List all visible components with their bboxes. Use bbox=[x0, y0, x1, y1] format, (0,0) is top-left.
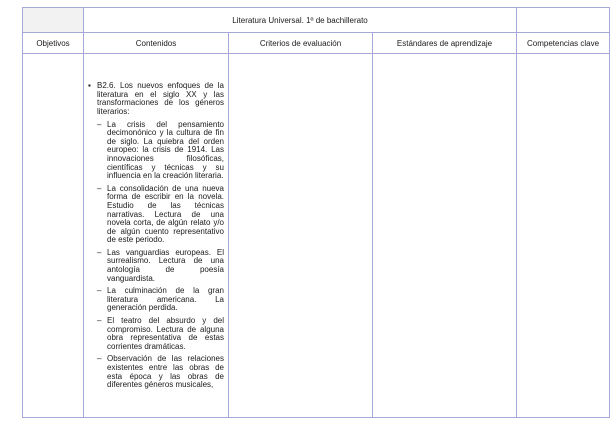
header-objetivos: Objetivos bbox=[23, 33, 84, 54]
table-title: Literatura Universal. 1º de bachillerato bbox=[84, 8, 517, 33]
dash-bullet-icon: – bbox=[97, 183, 102, 193]
header-criterios: Criterios de evaluación bbox=[229, 33, 373, 54]
title-spacer-cell bbox=[23, 8, 84, 33]
header-competencias: Competencias clave bbox=[517, 33, 610, 54]
square-bullet-icon: ▪ bbox=[88, 81, 91, 91]
competencias-cell bbox=[517, 54, 610, 418]
dash-bullet-icon: – bbox=[97, 247, 102, 257]
list-item: – La crisis del pensamiento decimonónico y la cultura de fin de siglo. La quiebra del orden europeo: la crisis de 1914. Las innovaciones filosóficas, científicas y técnicas y su influencia en la creación literaria. bbox=[97, 119, 224, 181]
dash-bullet-icon: – bbox=[97, 354, 102, 364]
title-right-cell bbox=[517, 8, 610, 33]
list-item: – Observación de las relaciones existentes entre las obras de esta época y las obras de diferentes géneros musicales, bbox=[97, 354, 224, 390]
header-row bbox=[23, 33, 610, 54]
body-row bbox=[23, 54, 610, 418]
header-contenidos: Contenidos bbox=[84, 33, 229, 54]
dash-bullet-icon: – bbox=[97, 286, 102, 296]
dash-bullet-icon: – bbox=[97, 119, 102, 129]
title-row bbox=[23, 8, 610, 33]
list-item: – El teatro del absurdo y del compromiso. Lectura de alguna obra representativa de estas corrientes dramáticas. bbox=[97, 316, 224, 351]
content-intro bbox=[88, 82, 224, 116]
curriculum-table bbox=[22, 7, 610, 418]
criterios-cell bbox=[229, 54, 373, 418]
content-list bbox=[88, 121, 224, 390]
list-item: – Las vanguardias europeas. El surrealismo. Lectura de una antología de poesía vanguardista. bbox=[97, 247, 224, 283]
estandares-cell bbox=[373, 54, 517, 418]
content-intro-text: B2.6. Los nuevos enfoques de la literatura en el siglo XX y las transformaciones de los géneros literarios: bbox=[97, 81, 224, 116]
contenidos-cell bbox=[84, 54, 229, 418]
objetivos-cell bbox=[23, 54, 84, 418]
header-estandares: Estándares de aprendizaje bbox=[373, 33, 517, 54]
list-item: – La consolidación de una nueva forma de escribir en la novela. Estudio de las técnicas narrativas. Lectura de una novela corta, de algún relato y/o de algún cuento representativo de este periodo. bbox=[97, 183, 224, 245]
dash-bullet-icon: – bbox=[97, 316, 102, 326]
list-item: – La culminación de la gran literatura americana. La generación perdida. bbox=[97, 286, 224, 313]
